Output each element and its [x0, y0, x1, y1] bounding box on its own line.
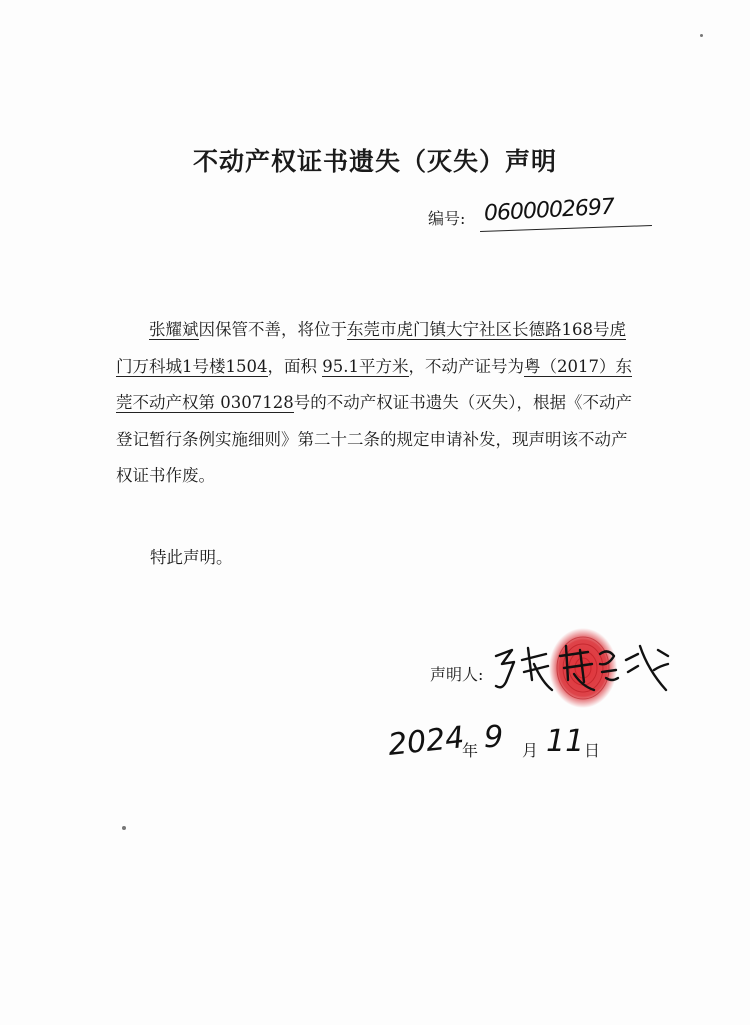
date-year: 2024: [386, 720, 466, 763]
number-label: 编号:: [428, 209, 466, 228]
signature-date: [388, 720, 608, 780]
declaration-paragraph: [116, 312, 636, 495]
body-text-2: ，面积: [267, 356, 323, 376]
declaration-body: [116, 312, 636, 495]
year-unit: 年: [462, 741, 479, 760]
location-line1: 东莞市虎门镇大宁社区: [347, 320, 512, 339]
declarant-label: 声明人:: [430, 665, 484, 684]
handwritten-signature: [496, 646, 668, 690]
scan-speck: [700, 34, 703, 37]
document-number-line: [428, 194, 658, 232]
fingerprint-icon: [488, 620, 688, 710]
date-day: 11: [546, 724, 585, 759]
signature-with-fingerprint: [488, 620, 688, 710]
number-underline: [480, 225, 652, 232]
handwritten-number: 0600002697: [483, 194, 615, 227]
property-area: 95.1平方米: [322, 356, 409, 376]
body-text-1: 因保管不善，将位于: [198, 320, 347, 339]
day-unit: 日: [584, 741, 601, 760]
body-text-3: ，不动产证号为: [408, 356, 524, 376]
month-unit: 月: [522, 741, 539, 760]
certificate-number: 粤（2017）东莞不动产权第 0307128: [116, 356, 632, 412]
closing-statement: 特此声明。: [150, 548, 233, 567]
body-text-4: 号的不动产权证书遗失（灭失），根据《不动产登记暂行条例实施细则》第二十二条的规定申请补发，现声明该不动产权证书作废。: [116, 393, 632, 485]
location-line2: 长德路168号虎门万科城1号楼1504: [116, 320, 626, 376]
document-title: 不动产权证书遗失（灭失）声明: [192, 147, 557, 176]
date-month: 9: [484, 720, 504, 755]
owner-name: 张耀斌: [149, 320, 199, 339]
scan-speck: [122, 826, 126, 830]
